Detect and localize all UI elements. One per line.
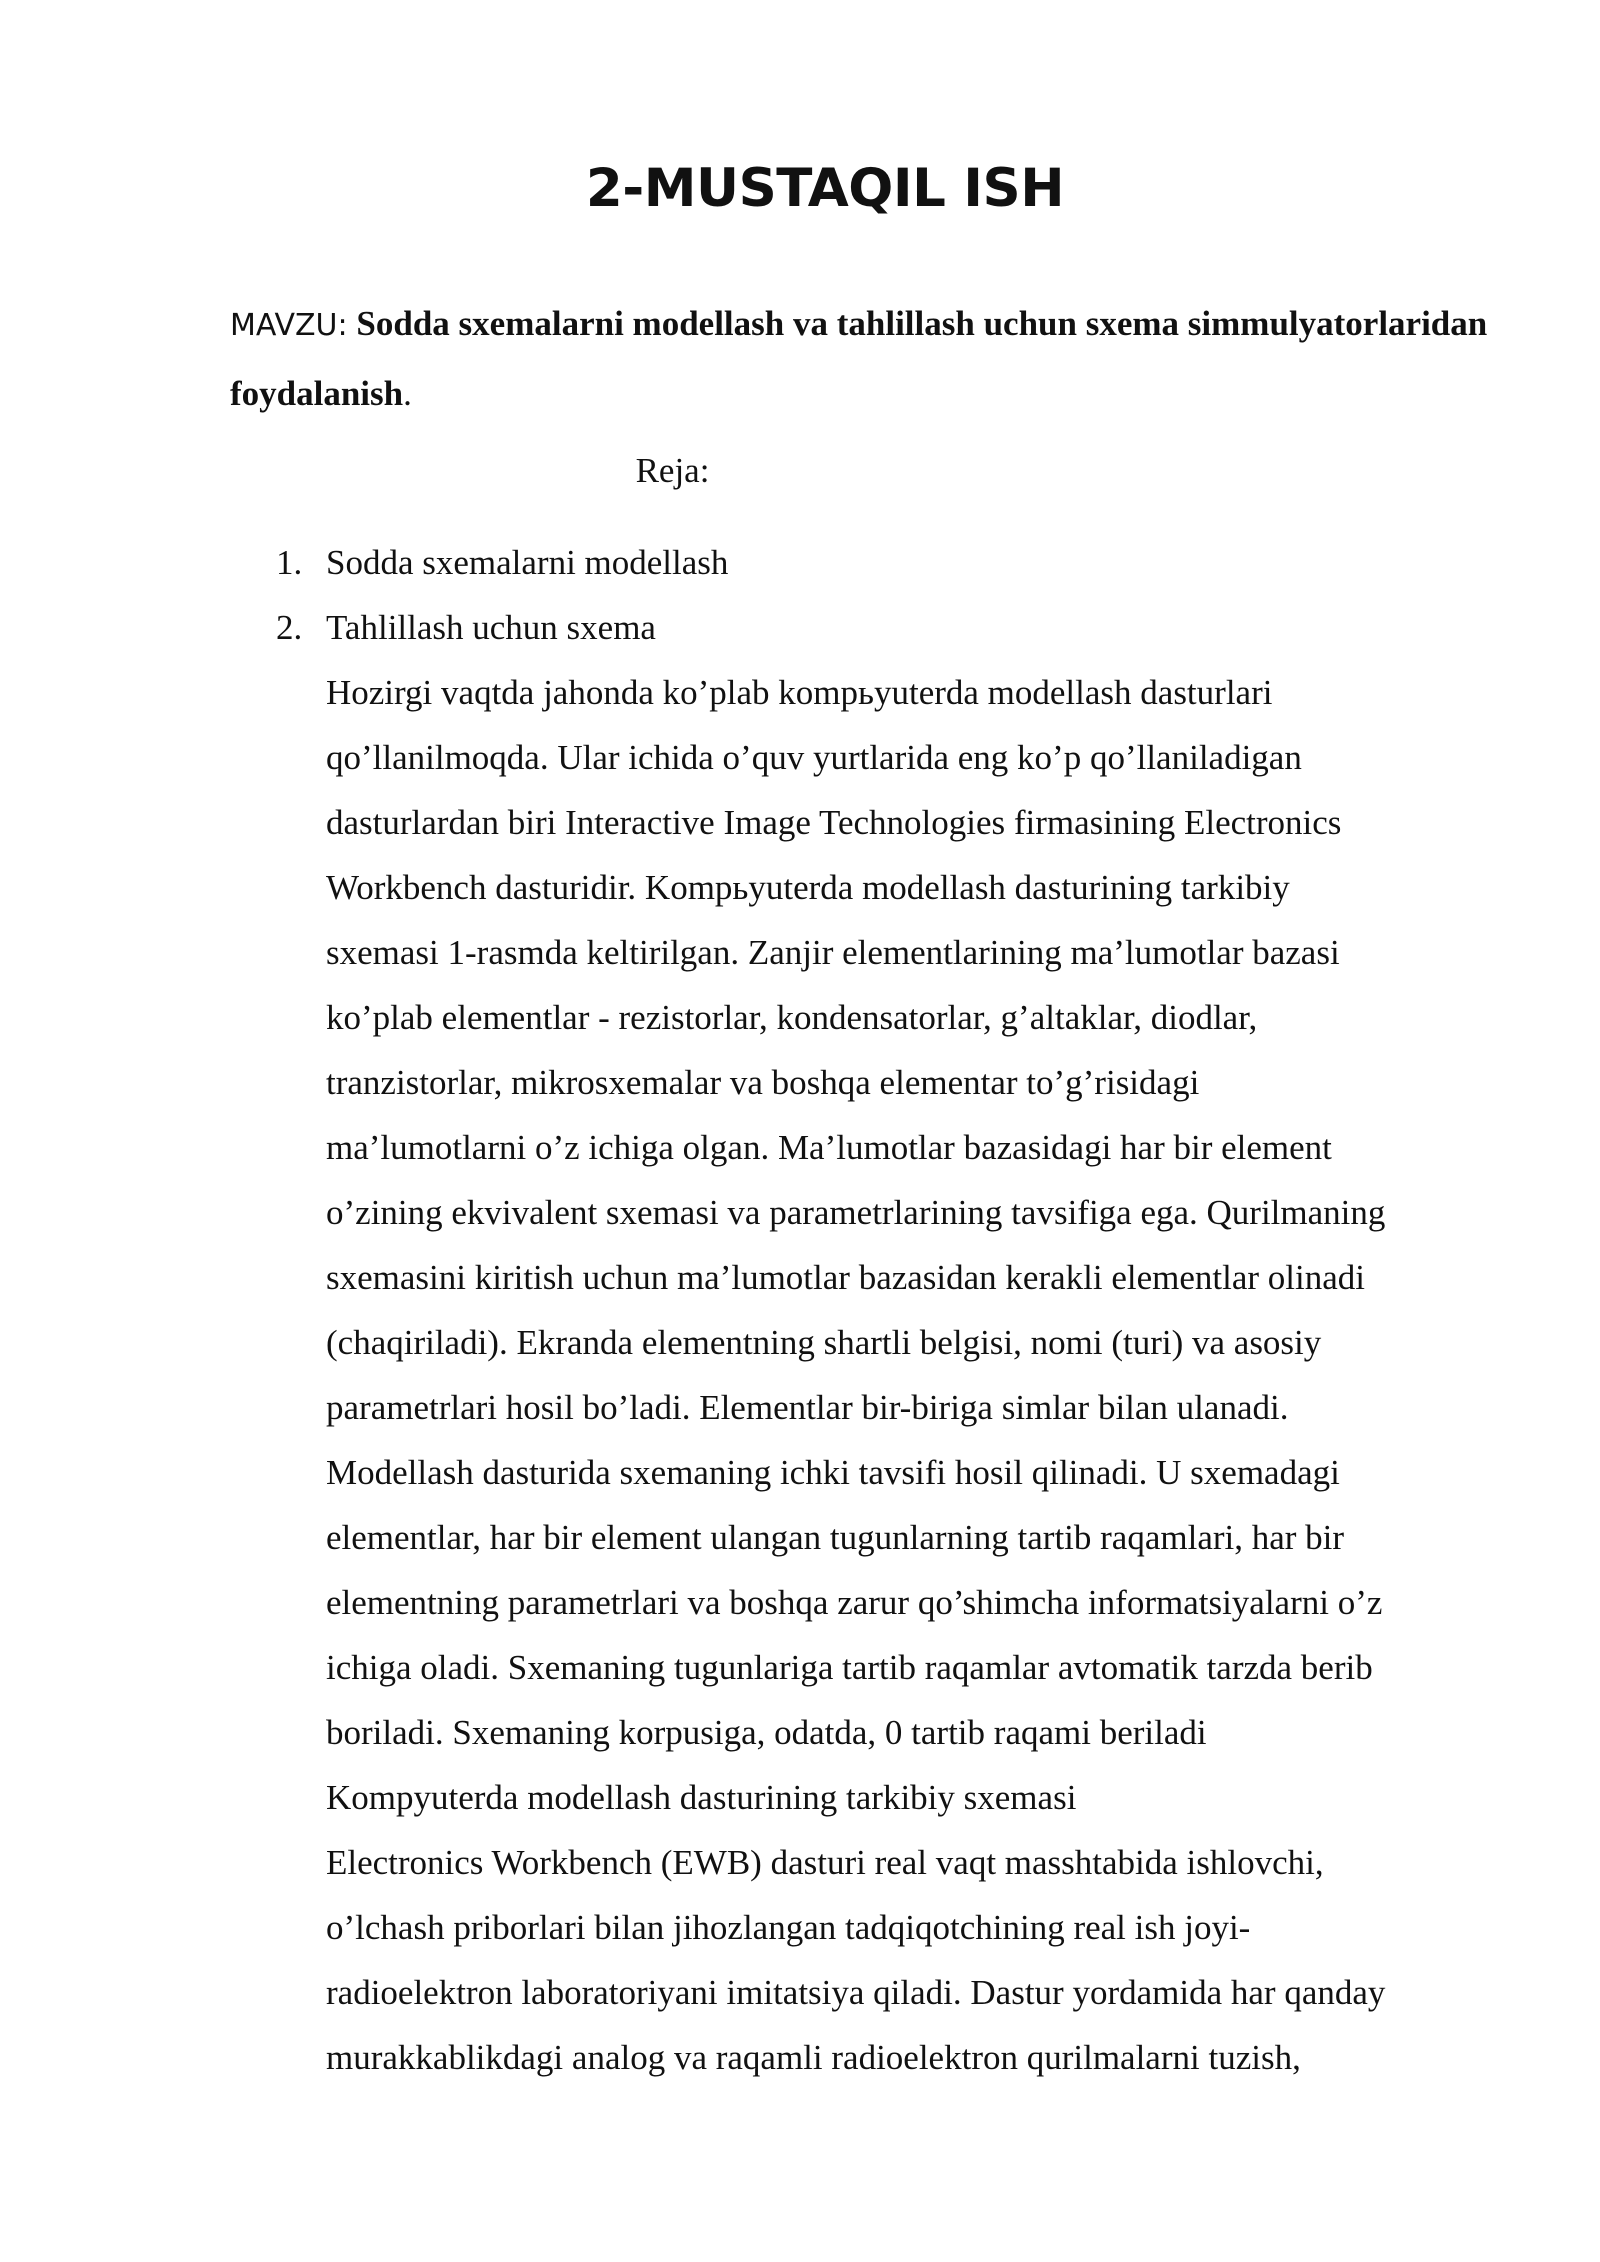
body-line: Workbench dasturidir. Kompьyuterda modellash dasturining tarkibiy bbox=[326, 868, 1290, 907]
body-line: radioelektron laboratoriyani imitatsiya qiladi. Dastur yordamida har qanday bbox=[326, 1973, 1386, 2012]
document-title: 2-MUSTAQIL ISH bbox=[585, 158, 1065, 219]
body-line: boriladi. Sxemaning korpusiga, odatda, 0 tartib raqami beriladi bbox=[326, 1713, 1207, 1752]
topic-text: Sodda sxemalarni modellash va tahlillash uchun sxema simmulyatorlaridan foydalanish bbox=[230, 304, 1488, 413]
body-line: elementning parametrlari va boshqa zarur qo’shimcha informatsiyalarni o’z bbox=[326, 1583, 1383, 1622]
plan-item-text: Sodda sxemalarni modellash bbox=[326, 543, 729, 582]
body-line: o’lchash priborlari bilan jihozlangan tadqiqotchining real ish joyi- bbox=[326, 1908, 1251, 1947]
plan-list bbox=[0, 530, 1600, 660]
plan-item-number: 2. bbox=[276, 608, 303, 647]
body-line: Hozirgi vaqtda jahonda ko’plab kompьyuterda modellash dasturlari bbox=[326, 673, 1273, 712]
body-line: sxemasi 1-rasmda keltirilgan. Zanjir elementlarining ma’lumotlar bazasi bbox=[326, 933, 1340, 972]
body-line: dasturlardan biri Interactive Image Technologies firmasining Electronics bbox=[326, 803, 1342, 842]
plan-heading: Reja: bbox=[635, 451, 710, 490]
body-line: ko’plab elementlar - rezistorlar, kondensatorlar, g’altaklar, diodlar, bbox=[326, 998, 1258, 1037]
body-line: sxemasini kiritish uchun ma’lumotlar bazasidan kerakli elementlar olinadi bbox=[326, 1258, 1365, 1297]
plan-item-number: 1. bbox=[276, 543, 303, 582]
plan-item-text: Tahlillash uchun sxema bbox=[326, 608, 656, 647]
body-line: Electronics Workbench (EWB) dasturi real vaqt masshtabida ishlovchi, bbox=[326, 1843, 1324, 1882]
plan-item bbox=[0, 595, 1600, 660]
body-line: ma’lumotlarni o’z ichiga olgan. Ma’lumotlar bazasidagi har bir element bbox=[326, 1128, 1332, 1167]
topic-end: . bbox=[403, 374, 412, 413]
topic-paragraph bbox=[230, 290, 1490, 428]
body-line: ichiga oladi. Sxemaning tugunlariga tartib raqamlar avtomatik tarzda berib bbox=[326, 1648, 1373, 1687]
body-line: Kompyuterda modellash dasturining tarkibiy sxemasi bbox=[326, 1778, 1077, 1817]
body-line: tranzistorlar, mikrosxemalar va boshqa elementar to’g’risidagi bbox=[326, 1063, 1200, 1102]
body-text bbox=[326, 660, 1476, 2090]
body-line: (chaqiriladi). Ekranda elementning shartli belgisi, nomi (turi) va asosiy bbox=[326, 1323, 1322, 1362]
body-line: murakkablikdagi analog va raqamli radioelektron qurilmalarni tuzish, bbox=[326, 2038, 1301, 2077]
body-line: elementlar, har bir element ulangan tugunlarning tartib raqamlari, har bir bbox=[326, 1518, 1345, 1557]
body-line: qo’llanilmoqda. Ular ichida o’quv yurtlarida eng ko’p qo’llaniladigan bbox=[326, 738, 1302, 777]
body-line: o’zining ekvivalent sxemasi va parametrlarining tavsifiga ega. Qurilmaning bbox=[326, 1193, 1386, 1232]
body-line: Modellash dasturida sxemaning ichki tavsifi hosil qilinadi. U sxemadagi bbox=[326, 1453, 1340, 1492]
topic-label: MAVZU: bbox=[230, 308, 348, 343]
body-line: parametrlari hosil bo’ladi. Elementlar bir-biriga simlar bilan ulanadi. bbox=[326, 1388, 1289, 1427]
plan-item bbox=[0, 530, 1600, 595]
